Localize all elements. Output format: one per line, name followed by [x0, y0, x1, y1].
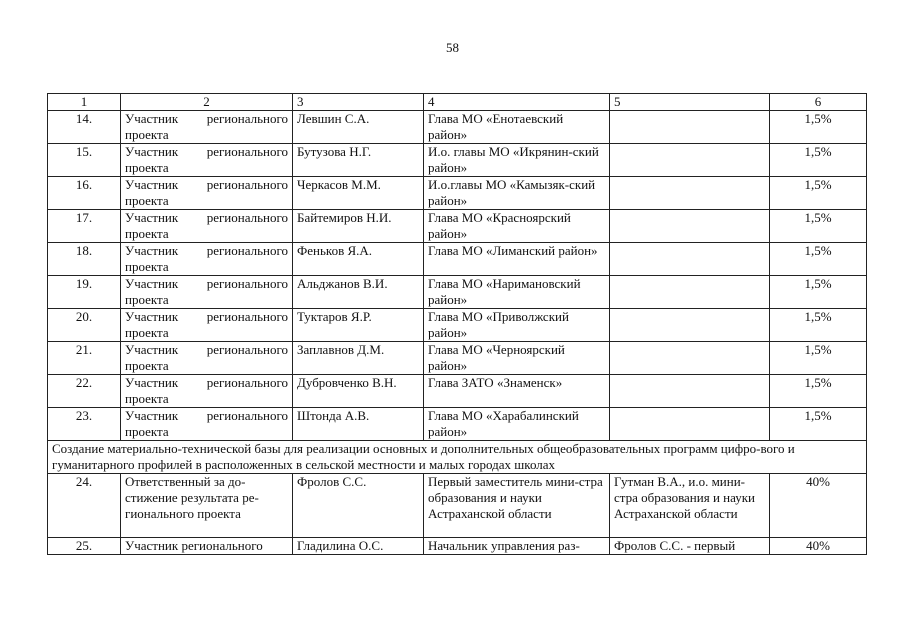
- row-position: Глава МО «Приволжский район»: [424, 309, 610, 342]
- row-number: 24.: [48, 474, 121, 538]
- row-name: Гладилина О.С.: [293, 538, 424, 555]
- table-row: [48, 243, 867, 276]
- row-name: Левшин С.А.: [293, 111, 424, 144]
- row-role: Ответственный за до-стижение результата ре-гионального проекта: [121, 474, 293, 538]
- row-coordinator: [610, 177, 770, 210]
- row-number: 16.: [48, 177, 121, 210]
- row-name: Феньков Я.А.: [293, 243, 424, 276]
- row-coordinator: Гутман В.А., и.о. мини-стра образования и науки Астраханской области: [610, 474, 770, 538]
- row-name: Бутузова Н.Г.: [293, 144, 424, 177]
- row-share: 1,5%: [770, 243, 867, 276]
- row-role: Участник регионального проекта: [121, 276, 293, 309]
- row-coordinator: [610, 309, 770, 342]
- row-coordinator: Фролов С.С. - первый: [610, 538, 770, 555]
- row-name: Черкасов М.М.: [293, 177, 424, 210]
- table-row: [48, 177, 867, 210]
- row-role: Участник регионального проекта: [121, 177, 293, 210]
- row-share: 1,5%: [770, 309, 867, 342]
- row-position: Глава МО «Лиманский район»: [424, 243, 610, 276]
- table-row: [48, 342, 867, 375]
- row-name: Заплавнов Д.М.: [293, 342, 424, 375]
- row-position: И.о.главы МО «Камызяк-ский район»: [424, 177, 610, 210]
- row-coordinator: [610, 243, 770, 276]
- row-name: Туктаров Я.Р.: [293, 309, 424, 342]
- row-name: Альджанов В.И.: [293, 276, 424, 309]
- table-row: [48, 309, 867, 342]
- row-share: 1,5%: [770, 111, 867, 144]
- row-role: Участник регионального проекта: [121, 144, 293, 177]
- row-coordinator: [610, 375, 770, 408]
- row-name: Штонда А.В.: [293, 408, 424, 441]
- row-number: 18.: [48, 243, 121, 276]
- header-cell: 1: [48, 94, 121, 111]
- header-cell: 4: [424, 94, 610, 111]
- header-cell: 6: [770, 94, 867, 111]
- header-cell: 3: [293, 94, 424, 111]
- row-role: Участник регионального проекта: [121, 408, 293, 441]
- row-share: 1,5%: [770, 408, 867, 441]
- row-role: Участник регионального проекта: [121, 210, 293, 243]
- row-role: Участник регионального проекта: [121, 342, 293, 375]
- row-number: 25.: [48, 538, 121, 555]
- row-coordinator: [610, 408, 770, 441]
- row-share: 1,5%: [770, 177, 867, 210]
- row-number: 15.: [48, 144, 121, 177]
- row-share: 1,5%: [770, 210, 867, 243]
- table-row: [48, 538, 867, 555]
- row-role: Участник регионального проекта: [121, 243, 293, 276]
- responsibility-table: [47, 93, 867, 555]
- row-name: Фролов С.С.: [293, 474, 424, 538]
- row-number: 20.: [48, 309, 121, 342]
- row-role: Участник регионального проекта: [121, 111, 293, 144]
- row-coordinator: [610, 276, 770, 309]
- table-row: [48, 111, 867, 144]
- header-cell: 5: [610, 94, 770, 111]
- row-position: Глава МО «Черноярский район»: [424, 342, 610, 375]
- row-number: 17.: [48, 210, 121, 243]
- row-share: 40%: [770, 474, 867, 538]
- row-role: Участник регионального проекта: [121, 309, 293, 342]
- row-position: Глава МО «Красноярский район»: [424, 210, 610, 243]
- row-share: 1,5%: [770, 144, 867, 177]
- row-coordinator: [610, 342, 770, 375]
- row-position: Глава МО «Енотаевский район»: [424, 111, 610, 144]
- row-coordinator: [610, 210, 770, 243]
- row-share: 1,5%: [770, 342, 867, 375]
- row-share: 40%: [770, 538, 867, 555]
- table-row: [48, 408, 867, 441]
- row-number: 21.: [48, 342, 121, 375]
- row-number: 23.: [48, 408, 121, 441]
- row-position: Первый заместитель мини-стра образования и науки Астраханской области: [424, 474, 610, 538]
- row-coordinator: [610, 111, 770, 144]
- table-row: [48, 210, 867, 243]
- row-number: 19.: [48, 276, 121, 309]
- row-position: Начальник управления раз-: [424, 538, 610, 555]
- row-role: Участник регионального проекта: [121, 375, 293, 408]
- row-share: 1,5%: [770, 276, 867, 309]
- row-role: Участник регионального: [121, 538, 293, 555]
- table-row: [48, 474, 867, 538]
- row-name: Дубровченко В.Н.: [293, 375, 424, 408]
- row-number: 22.: [48, 375, 121, 408]
- header-cell: 2: [121, 94, 293, 111]
- row-number: 14.: [48, 111, 121, 144]
- section-title: Создание материально-технической базы для реализации основных и дополнительных общеобразовательных программ цифро-вого и гуманитарного профилей в расположенных в сельской местности и малых городах школах: [48, 441, 867, 474]
- row-name: Байтемиров Н.И.: [293, 210, 424, 243]
- table-row: [48, 276, 867, 309]
- table-row: [48, 144, 867, 177]
- row-share: 1,5%: [770, 375, 867, 408]
- table-header-row: [48, 94, 867, 111]
- row-position: И.о. главы МО «Икрянин-ский район»: [424, 144, 610, 177]
- page-number: 58: [446, 40, 459, 55]
- table-row: [48, 375, 867, 408]
- row-position: Глава ЗАТО «Знаменск»: [424, 375, 610, 408]
- row-coordinator: [610, 144, 770, 177]
- row-position: Глава МО «Наримановский район»: [424, 276, 610, 309]
- section-row: [48, 441, 867, 474]
- row-position: Глава МО «Харабалинский район»: [424, 408, 610, 441]
